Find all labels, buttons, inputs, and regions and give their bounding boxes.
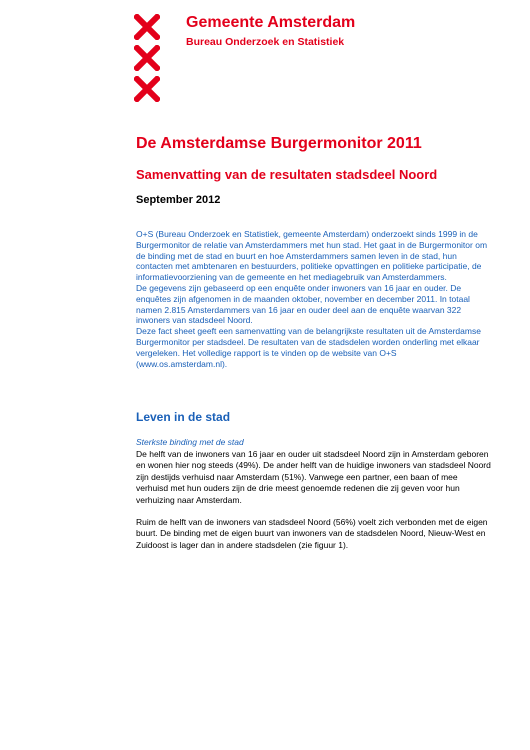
intro-paragraph: O+S (Bureau Onderzoek en Statistiek, gemeente Amsterdam) onderzoekt sinds 1999 in de Burgermonitor de relatie van Amsterdammers met hun stad. Het gaat in de Burgermonitor om de binding met de stad en buurt en hoe Amsterdammers samen leven in de stad, hun contacten met ambtenaren en bestuurders, politieke opvattingen en politieke participatie, de informatievoorziening van de gemeente en het mediagebruik van Amsterdammers.: [136, 229, 488, 283]
intro-paragraph: De gegevens zijn gebaseerd op een enquête onder inwoners van 16 jaar en ouder. De enquêtes zijn afgenomen in de maanden oktober, november en december 2011. In totaal namen 2.815 Amsterdammers van 16 jaar en ouder deel aan de enquête waarvan 322 inwoners van stadsdeel Noord.: [136, 282, 470, 326]
subsection-heading: Sterkste binding met de stad: [136, 437, 244, 447]
andreas-cross-icon: [134, 45, 160, 71]
body-paragraph: De helft van de inwoners van 16 jaar en ouder uit stadsdeel Noord zijn in Amsterdam geboren en wonen hier nog steeds (49%). De ander helft van de huidige inwoners van stadsdeel Noord zijn destijds verhuisd naar Amsterdam (51%). Vanwege een partner, een baan of mee verhuisd met hun ouders zijn de drie meest genoemde redenen die zij geven voor hun verhuizing naar Amsterdam.: [136, 449, 491, 505]
intro-paragraph: Deze fact sheet geeft een samenvatting van de belangrijkste resultaten uit de Amsterdamse Burgermonitor per stadsdeel. De resultaten van de stadsdelen worden onderling met elkaar vergeleken. Het volledige rapport is te vinden op de website van O+S (www.os.amsterdam.nl).: [136, 326, 481, 369]
intro-block: [136, 229, 490, 369]
body-paragraph: Ruim de helft van de inwoners van stadsdeel Noord (56%) voelt zich verbonden met de eigen buurt. De binding met de eigen buurt van inwoners van de stadsdelen Noord, Nieuw-West en Zuidoost is lager dan in andere stadsdelen (zie figuur 1).: [136, 517, 488, 550]
publication-date: September 2012: [136, 194, 221, 206]
body-text: [136, 449, 492, 551]
department-name: Bureau Onderzoek en Statistiek: [186, 36, 345, 48]
city-logo: [134, 14, 164, 107]
organization-name: Gemeente Amsterdam: [186, 14, 356, 31]
document-title: De Amsterdamse Burgermonitor 2011: [136, 135, 422, 152]
andreas-cross-icon: [134, 76, 160, 102]
andreas-cross-icon: [134, 14, 160, 40]
section-heading: Leven in de stad: [136, 410, 231, 424]
document-subtitle: Samenvatting van de resultaten stadsdeel Noord: [136, 167, 438, 182]
